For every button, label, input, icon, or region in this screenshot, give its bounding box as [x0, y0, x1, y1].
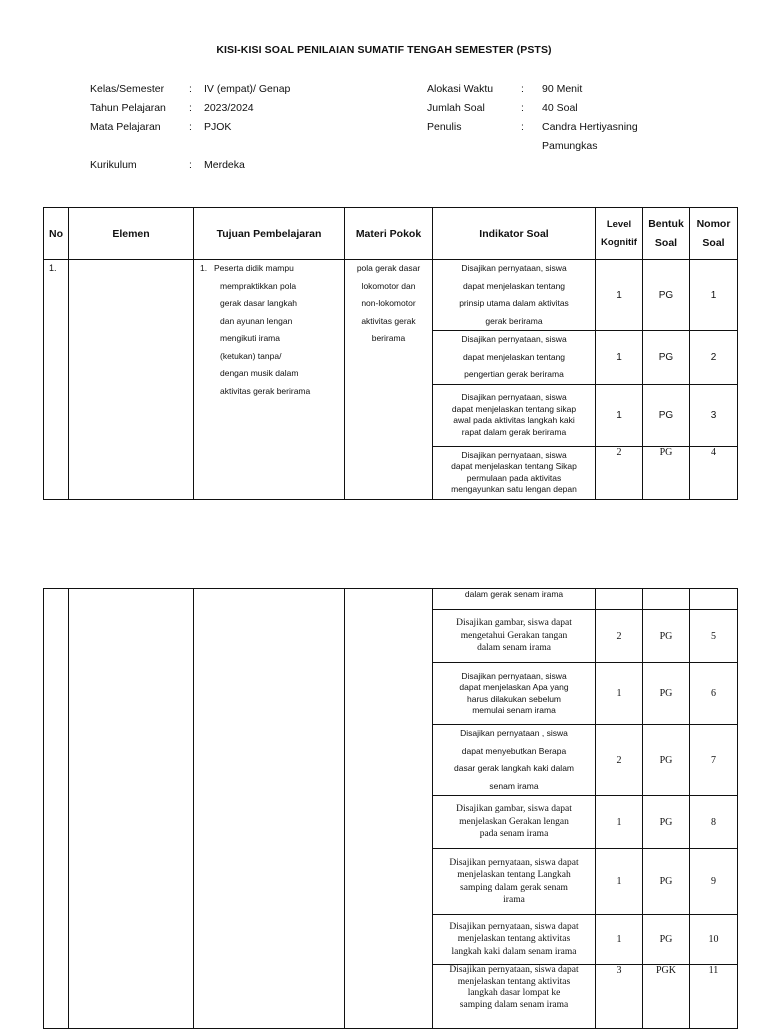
row-no: 1.: [44, 260, 69, 500]
indikator-line: langkah kaki dalam senam irama: [451, 946, 577, 957]
indikator-line: Disajikan pernyataan, siswa dapat: [449, 965, 579, 975]
meta-kurikulum: [90, 156, 410, 175]
nomor-cell: 5: [690, 610, 738, 663]
nomor-cell: 7: [690, 725, 738, 796]
indikator-line: menjelaskan tentang aktivitas: [457, 934, 571, 945]
indikator-line: Disajikan pernyataan, siswa dapat: [449, 857, 579, 868]
level-cell: 1: [596, 663, 643, 725]
indikator-line: harus dilakukan sebelum: [466, 693, 562, 704]
header-bentuk-line1: Bentuk: [648, 217, 684, 230]
indikator-line: dapat menjelaskan Apa yang: [459, 682, 569, 692]
indikator-line: langkah dasar lompat ke: [467, 988, 561, 998]
tujuan-line: dengan musik dalam: [220, 368, 299, 378]
nomor-cell: 8: [690, 796, 738, 849]
indikator-cell: [433, 915, 596, 965]
tujuan-line: (ketukan) tanpa/: [220, 350, 282, 361]
nomor-cell: 6: [690, 663, 738, 725]
indikator-cell: [433, 446, 596, 499]
indikator-continuation: dalam gerak senam irama: [433, 589, 596, 610]
meta-label: Kelas/Semester: [90, 83, 165, 95]
meta-colon: :: [521, 121, 524, 133]
indikator-line: samping dalam senam irama: [459, 999, 569, 1010]
tujuan-cell: [194, 260, 345, 500]
header-no: No: [44, 208, 69, 260]
bentuk-cell: PG: [643, 849, 690, 915]
nomor-cell: 1: [690, 260, 738, 331]
indikator-line: permulaan pada aktivitas: [466, 472, 562, 483]
header-materi: Materi Pokok: [345, 208, 433, 260]
header-bentuk-line2: Soal: [654, 236, 678, 249]
indikator-line: memulai senam irama: [472, 705, 556, 715]
nomor-cell: 9: [690, 849, 738, 915]
bentuk-cell: [643, 589, 690, 610]
bentuk-cell: PGK: [643, 965, 690, 1029]
level-cell: 2: [596, 725, 643, 796]
indikator-line: samping dalam gerak senam: [460, 882, 568, 893]
meta-colon: :: [189, 121, 192, 133]
header-nomor-line2: Soal: [702, 236, 725, 249]
header-row: [44, 208, 738, 260]
meta-right: [427, 80, 747, 156]
indikator-line: menjelaskan tentang aktivitas: [457, 976, 571, 987]
indikator-line: Disajikan gambar, siswa dapat: [456, 804, 572, 815]
bentuk-cell: PG: [643, 915, 690, 965]
indikator-line: dapat menjelaskan tentang: [462, 280, 566, 291]
indikator-cell: [433, 384, 596, 446]
indikator-line: Disajikan pernyataan, siswa: [461, 263, 567, 273]
indikator-cell: [433, 965, 596, 1029]
meta-value: Candra Hertiyasning: [542, 121, 638, 133]
kisi-table-page2: [43, 588, 738, 1029]
indikator-line: rapat dalam gerak berirama: [461, 426, 567, 437]
indikator-line: dapat menjelaskan tentang Sikap: [451, 461, 577, 471]
meta-value: IV (empat)/ Genap: [204, 83, 291, 95]
indikator-line: pengertian gerak berirama: [464, 369, 564, 379]
tujuan-num: 1.: [200, 263, 208, 273]
nomor-cell: [690, 589, 738, 610]
tujuan-cell: [194, 589, 345, 1029]
indikator-line: mengayunkan satu lengan depan: [451, 484, 577, 494]
meta-value: Merdeka: [204, 159, 245, 171]
bentuk-cell: PG: [643, 446, 690, 499]
level-cell: [596, 589, 643, 610]
meta-tahun: [90, 99, 410, 118]
meta-jumlah: [427, 99, 747, 118]
materi-line: berirama: [371, 333, 406, 343]
no-cell: [44, 589, 69, 1029]
indikator-line: Disajikan pernyataan, siswa dapat: [449, 921, 579, 932]
meta-value: 90 Menit: [542, 83, 583, 95]
tujuan-line: mempraktikkan pola: [220, 280, 297, 291]
bentuk-cell: PG: [643, 331, 690, 385]
materi-line: pola gerak dasar: [356, 263, 421, 273]
meta-penulis-cont: [427, 137, 747, 156]
nomor-cell: 11: [690, 965, 738, 1029]
header-bentuk: [643, 208, 690, 260]
indikator-line: Disajikan pernyataan, siswa: [461, 334, 567, 344]
materi-line: lokomotor dan: [361, 280, 416, 291]
level-cell: 1: [596, 849, 643, 915]
indikator-line: pada senam irama: [479, 829, 549, 840]
level-cell: 1: [596, 915, 643, 965]
meta-mapel: [90, 118, 410, 137]
meta-label: Jumlah Soal: [427, 102, 485, 114]
indikator-line: Disajikan pernyataan, siswa: [461, 392, 567, 402]
indikator-line: dasar gerak langkah kaki dalam: [453, 763, 574, 773]
indikator-line: mengetahui Gerakan tangan: [460, 630, 568, 641]
meta-value: PJOK: [204, 121, 232, 133]
indikator-line: irama: [503, 895, 525, 905]
meta-label: Mata Pelajaran: [90, 121, 161, 133]
elemen-cell: [69, 260, 194, 500]
indikator-line: menjelaskan Gerakan lengan: [459, 816, 569, 827]
bentuk-cell: PG: [643, 796, 690, 849]
level-cell: 1: [596, 331, 643, 385]
table-row: [44, 589, 738, 610]
indikator-line: senam irama: [489, 780, 539, 791]
meta-kelas: [90, 80, 410, 99]
indikator-line: dapat menjelaskan tentang sikap: [451, 403, 577, 414]
table-row: [44, 260, 738, 331]
indikator-cell: [433, 610, 596, 663]
indikator-cell: [433, 663, 596, 725]
nomor-cell: 3: [690, 384, 738, 446]
kisi-table-page1: [43, 207, 738, 500]
level-cell: 2: [596, 446, 643, 499]
level-cell: 3: [596, 965, 643, 1029]
meta-colon: :: [189, 83, 192, 95]
tujuan-line: 1. Peserta didik mampu: [200, 263, 294, 273]
indikator-line: dapat menyebutkan Berapa: [461, 745, 567, 756]
header-level: [596, 208, 643, 260]
materi-cell: [345, 589, 433, 1029]
meta-value: 40 Soal: [542, 102, 578, 114]
indikator-line: Disajikan pernyataan , siswa: [460, 728, 568, 738]
meta-colon: :: [521, 83, 524, 95]
indikator-line: gerak berirama: [485, 315, 543, 326]
bentuk-cell: PG: [643, 384, 690, 446]
tujuan-line: aktivitas gerak berirama: [220, 385, 311, 396]
nomor-cell: 2: [690, 331, 738, 385]
indikator-cell: [433, 260, 596, 331]
meta-label: Kurikulum: [90, 159, 137, 171]
level-cell: 1: [596, 796, 643, 849]
bentuk-cell: PG: [643, 663, 690, 725]
bentuk-cell: PG: [643, 260, 690, 331]
indikator-cell: [433, 331, 596, 385]
level-cell: 1: [596, 260, 643, 331]
meta-colon: :: [521, 102, 524, 114]
header-indikator: Indikator Soal: [433, 208, 596, 260]
document-title: KISI-KISI SOAL PENILAIAN SUMATIF TENGAH SEMESTER (PSTS): [216, 44, 552, 56]
level-cell: 2: [596, 610, 643, 663]
meta-penulis: [427, 118, 747, 137]
meta-colon: :: [189, 159, 192, 171]
bentuk-cell: PG: [643, 725, 690, 796]
indikator-line: dapat menjelaskan tentang: [462, 351, 566, 362]
header-level-line2: Kognitif: [601, 236, 637, 248]
elemen-cell: [69, 589, 194, 1029]
nomor-cell: 10: [690, 915, 738, 965]
header-nomor: [690, 208, 738, 260]
materi-line: aktivitas gerak: [361, 315, 416, 326]
indikator-line: Disajikan gambar, siswa dapat: [456, 618, 572, 629]
nomor-cell: 4: [690, 446, 738, 499]
tujuan-line: gerak dasar langkah: [220, 298, 298, 308]
header-elemen: Elemen: [69, 208, 194, 260]
materi-line: non-lokomotor: [361, 298, 416, 308]
indikator-cell: [433, 796, 596, 849]
meta-colon: :: [189, 102, 192, 114]
meta-value: Pamungkas: [542, 140, 598, 152]
bentuk-cell: PG: [643, 610, 690, 663]
header-level-line1: Level: [606, 218, 632, 230]
meta-label: Tahun Pelajaran: [90, 102, 166, 114]
indikator-line: awal pada aktivitas langkah kaki: [453, 415, 575, 425]
indikator-cell: [433, 849, 596, 915]
meta-label: Alokasi Waktu: [427, 83, 494, 95]
indikator-cell: [433, 725, 596, 796]
level-cell: 1: [596, 384, 643, 446]
indikator-line: menjelaskan tentang Langkah: [457, 870, 571, 880]
header-tujuan: Tujuan Pembelajaran: [194, 208, 345, 260]
indikator-line: Disajikan pernyataan, siswa: [461, 670, 567, 681]
indikator-line: dalam senam irama: [477, 643, 551, 654]
indikator-line: prinsip utama dalam aktivitas: [459, 298, 569, 308]
materi-cell: [345, 260, 433, 500]
meta-alokasi: [427, 80, 747, 99]
meta-left: [90, 80, 410, 175]
meta-value: 2023/2024: [204, 102, 254, 114]
tujuan-line: mengikuti irama: [220, 333, 280, 343]
meta-label: Penulis: [427, 121, 462, 133]
indikator-line: Disajikan pernyataan, siswa: [461, 449, 567, 460]
tujuan-line: dan ayunan lengan: [220, 315, 293, 326]
header-nomor-line1: Nomor: [696, 217, 731, 230]
